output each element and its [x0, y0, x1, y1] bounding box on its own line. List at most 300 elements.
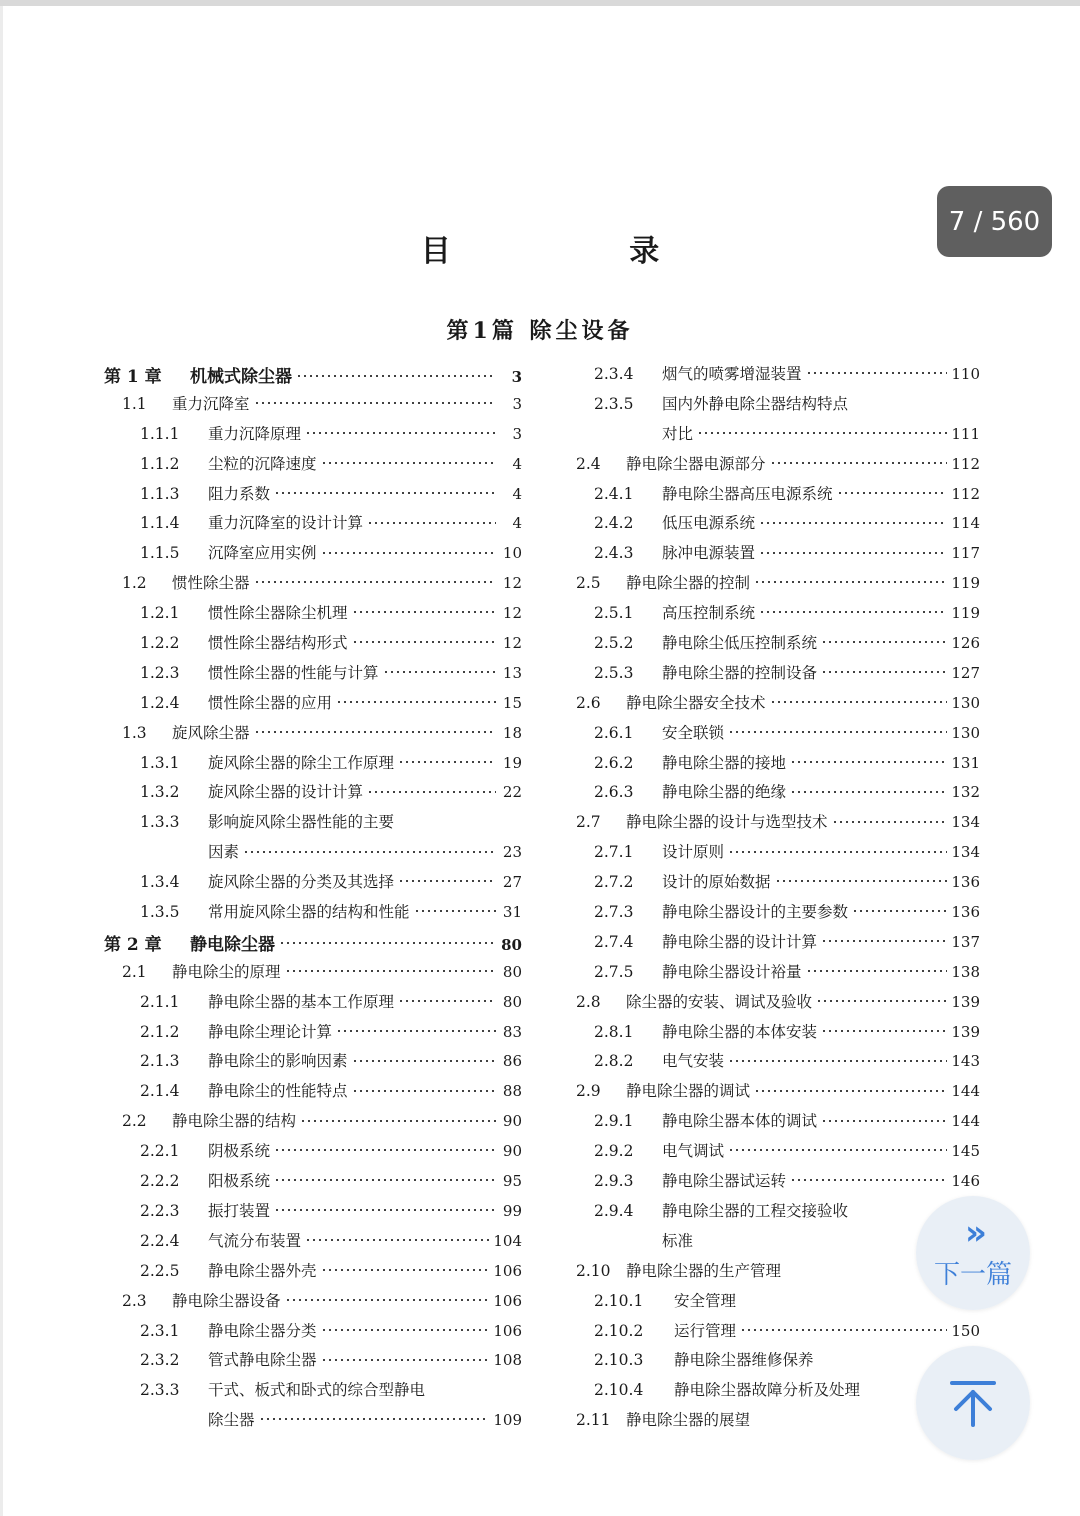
toc-entry [104, 691, 522, 721]
toc-entry-number: 2.11 [576, 1411, 611, 1430]
toc-entry-title: 静电除尘器的基本工作原理 [208, 992, 395, 1011]
toc-entry [576, 571, 980, 601]
toc-entry-page: 136 [951, 903, 980, 922]
toc-leader-dots [759, 545, 947, 561]
toc-entry-number: 2.3 [122, 1291, 147, 1310]
toc-entry-title: 静电除尘器维修保养 [674, 1351, 814, 1370]
part-title: 第1篇 除尘设备 [446, 318, 634, 344]
toc-entry [104, 840, 522, 870]
toc-entry-title: 旋风除尘器的除尘工作原理 [208, 753, 395, 772]
toc-entry-number: 2.8.2 [594, 1052, 634, 1071]
toc-entry [576, 840, 980, 870]
toc-entry-number: 2.5 [576, 574, 601, 593]
toc-entry-number: 1.3.2 [140, 783, 180, 802]
toc-entry [104, 541, 522, 571]
toc-entry-title: 运行管理 [674, 1321, 737, 1340]
toc-entry-title: 静电除尘器的绝缘 [662, 783, 787, 802]
toc-leader-dots [821, 1023, 947, 1039]
toc-leader-dots [274, 1202, 496, 1218]
toc-entry [576, 541, 980, 571]
toc-leader-dots [806, 963, 948, 979]
toc-entry [104, 870, 522, 900]
toc-leader-dots [254, 575, 496, 591]
double-chevron-right-icon: » [965, 1212, 981, 1253]
toc-entry [104, 1229, 522, 1259]
toc-entry-number: 2.9.4 [594, 1201, 634, 1220]
toc-entry-page: 80 [502, 992, 522, 1011]
toc-entry-title: 烟气的喷雾增湿装置 [662, 365, 802, 383]
toc-entry [104, 1199, 522, 1229]
toc-entry-number: 2.2 [122, 1112, 147, 1131]
toc-entry-title: 沉降室应用实例 [208, 544, 317, 563]
toc-entry-number: 1.2.4 [140, 693, 180, 712]
toc-entry [576, 691, 980, 721]
toc-leader-dots [352, 1053, 496, 1069]
toc-entry [576, 1020, 980, 1050]
toc-entry-title: 阻力系数 [208, 484, 271, 503]
toc-entry-title: 重力沉降室 [172, 394, 250, 413]
toc-entry-page: 15 [502, 693, 522, 712]
toc-entry [576, 780, 980, 810]
toc-entry [576, 1109, 980, 1139]
toc-entry-title: 安全联锁 [662, 723, 725, 742]
back-to-top-icon [948, 1378, 998, 1428]
toc-entry-title: 静电除尘器本体的调试 [662, 1112, 818, 1131]
toc-entry-title: 阴极系统 [208, 1142, 271, 1161]
toc-entry [104, 1020, 522, 1050]
toc-entry-number: 第 1 章 [104, 367, 162, 387]
toc-leader-dots [352, 635, 496, 651]
toc-leader-dots [832, 814, 948, 830]
toc-entry-number: 1.3 [122, 723, 147, 742]
toc-entry [576, 1049, 980, 1079]
toc-entry-page: 114 [951, 514, 980, 533]
toc-entry-number: 1.2 [122, 574, 147, 593]
toc-entry-page: 109 [493, 1411, 522, 1430]
toc-entry-number: 1.1 [122, 394, 147, 413]
toc-entry [576, 990, 980, 1020]
toc-entry [104, 960, 522, 990]
toc-entry-title: 重力沉降原理 [208, 424, 302, 443]
toc-entry-page: 106 [493, 1291, 522, 1310]
toc-entry [576, 751, 980, 781]
toc-entry [104, 1079, 522, 1109]
toc-leader-dots [821, 664, 947, 680]
toc-entry-page: 127 [951, 663, 980, 682]
toc-entry-title: 影响旋风除尘器性能的主要 [208, 813, 395, 832]
toc-entry [104, 1259, 522, 1289]
toc-entry [104, 601, 522, 631]
toc-entry [576, 721, 980, 751]
toc-entry-page: 83 [502, 1022, 522, 1041]
toc-entry [576, 870, 980, 900]
toc-entry-number: 1.2.1 [140, 604, 180, 623]
toc-entry [104, 362, 522, 392]
toc-leader-dots [821, 1113, 947, 1129]
toc-leader-dots [254, 395, 496, 411]
toc-entry-page: 3 [512, 394, 522, 413]
toc-leader-dots [775, 874, 948, 890]
toc-leader-dots [352, 605, 496, 621]
toc-entry-page: 112 [951, 484, 980, 503]
toc-entry-number: 2.6.3 [594, 783, 634, 802]
toc-entry-title: 旋风除尘器的分类及其选择 [208, 873, 395, 892]
toc-entry [576, 511, 980, 541]
toc-entry-number: 2.3.4 [594, 365, 634, 383]
toc-entry-page: 134 [951, 813, 980, 832]
toc-entry-page: 136 [951, 873, 980, 892]
toc-entry-title: 静电除尘器的生产管理 [626, 1261, 782, 1280]
toc-entry-number: 1.1.3 [140, 484, 180, 503]
toc-entry-number: 2.7.1 [594, 843, 634, 862]
toc-leader-dots [806, 366, 948, 382]
toc-entry-title: 机械式除尘器 [190, 367, 292, 387]
toc-leader-dots [321, 1352, 490, 1368]
toc-leader-dots [837, 485, 948, 501]
toc-entry-number: 2.10.4 [594, 1381, 644, 1400]
toc-entry-title: 静电除尘器安全技术 [626, 693, 766, 712]
toc-entry-number: 2.4 [576, 454, 601, 473]
toc-leader-dots [367, 784, 496, 800]
toc-leader-dots [367, 515, 496, 531]
toc-leader-dots [352, 1083, 496, 1099]
toc-entry-number: 2.3.2 [140, 1351, 180, 1370]
toc-leader-dots [790, 1173, 947, 1189]
toc-entry-page: 3 [511, 368, 522, 386]
toc-entry-number: 2.9 [576, 1082, 601, 1101]
toc-entry [104, 810, 522, 840]
toc-entry [104, 1319, 522, 1349]
toc-leader-dots [770, 455, 948, 471]
toc-leader-dots [383, 664, 496, 680]
toc-entry-number: 2.6.1 [594, 723, 634, 742]
toc-entry-page: 144 [951, 1112, 980, 1131]
toc-entry-title: 静电除尘器 [190, 934, 275, 955]
toc-entry-title: 静电除尘的原理 [172, 962, 281, 981]
toc-entry-title: 安全管理 [674, 1291, 737, 1310]
toc-entry [104, 930, 522, 960]
toc-entry-page: 117 [951, 544, 980, 563]
toc-entry-title: 静电除尘理论计算 [208, 1022, 333, 1041]
toc-entry-page: 131 [951, 753, 980, 772]
toc-entry-page: 23 [502, 843, 522, 862]
toc-entry-number: 2.2.3 [140, 1201, 180, 1220]
toc-entry-title: 静电除尘器高压电源系统 [662, 484, 833, 503]
toc-entry-title: 静电除尘器的展望 [626, 1411, 751, 1430]
toc-entry-title: 阳极系统 [208, 1172, 271, 1191]
toc-entry-number: 1.3.5 [140, 903, 180, 922]
toc-entry-title: 脉冲电源装置 [662, 544, 756, 563]
toc-entry-title: 静电除尘的性能特点 [208, 1082, 348, 1101]
toc-entry-title: 静电除尘器的控制 [626, 574, 751, 593]
toc-leader-dots [770, 694, 948, 710]
toc-entry-title: 电气调试 [662, 1142, 725, 1161]
toc-entry-title: 除尘器 [208, 1411, 255, 1430]
toc-entry [104, 392, 522, 422]
toc-entry-number: 2.6.2 [594, 753, 634, 772]
toc-entry-number: 1.1.4 [140, 514, 180, 533]
toc-leader-dots [759, 605, 947, 621]
toc-entry-title: 管式静电除尘器 [208, 1351, 317, 1370]
toc-entry-title: 静电除尘器的控制设备 [662, 663, 818, 682]
toc-entry-number: 2.3.5 [594, 394, 634, 413]
back-to-top-button[interactable] [916, 1346, 1030, 1460]
toc-entry-page: 12 [502, 634, 522, 653]
toc-entry [104, 452, 522, 482]
toc-leader-dots [274, 1173, 496, 1189]
toc-entry [576, 452, 980, 482]
toc-entry [104, 1169, 522, 1199]
toc-entry-number: 1.3.1 [140, 753, 180, 772]
toc-entry-number: 1.1.2 [140, 454, 180, 473]
toc-entry-number: 2.7.2 [594, 873, 634, 892]
toc-entry-number: 2.1.1 [140, 992, 180, 1011]
toc-entry-page: 132 [951, 783, 980, 802]
toc-entry [104, 1348, 522, 1378]
toc-leader-dots [740, 1322, 947, 1338]
toc-entry [576, 1199, 980, 1229]
toc-entry [104, 482, 522, 512]
toc-leader-dots [697, 425, 947, 441]
toc-entry-title: 因素 [208, 843, 240, 862]
toc-entry-title: 惯性除尘器除尘机理 [208, 604, 348, 623]
toc-entry-number: 1.3.4 [140, 873, 180, 892]
toc-entry [576, 810, 980, 840]
toc-entry-title: 低压电源系统 [662, 514, 756, 533]
toc-entry-number: 2.8 [576, 992, 601, 1011]
toc-entry [104, 1408, 522, 1438]
toc-entry [576, 1348, 980, 1378]
toc-entry-number: 1.2.3 [140, 663, 180, 682]
toc-entry-number: 2.2.5 [140, 1261, 180, 1280]
toc-leader-dots [285, 963, 496, 979]
toc-leader-dots [728, 1143, 947, 1159]
toc-left-column [104, 362, 522, 1438]
toc-entry [104, 511, 522, 541]
toc-entry-page: 27 [502, 873, 522, 892]
toc-entry-number: 2.8.1 [594, 1022, 634, 1041]
viewer-top-bar [0, 0, 1080, 6]
toc-entry-number: 1.1.1 [140, 424, 180, 443]
toc-entry [576, 482, 980, 512]
toc-entry-number: 2.1.2 [140, 1022, 180, 1041]
toc-leader-dots [728, 1053, 947, 1069]
toc-entry-number: 2.3.1 [140, 1321, 180, 1340]
toc-entry [576, 601, 980, 631]
toc-entry [104, 751, 522, 781]
toc-entry [104, 422, 522, 452]
toc-entry-number: 2.5.1 [594, 604, 634, 623]
toc-entry-title: 尘粒的沉降速度 [208, 454, 317, 473]
toc-leader-dots [754, 575, 947, 591]
toc-leader-dots [321, 1322, 490, 1338]
toc-leader-dots [821, 635, 947, 651]
toc-entry-page: 4 [512, 514, 522, 533]
toc-entry-number: 2.10 [576, 1261, 611, 1280]
toc-leader-dots [398, 874, 496, 890]
toc-entry [104, 1139, 522, 1169]
toc-entry-page: 134 [951, 843, 980, 862]
toc-entry-title: 静电除尘器的设计计算 [662, 932, 818, 951]
toc-entry-title: 静电除尘器的工程交接验收 [662, 1201, 849, 1220]
toc-leader-dots [296, 367, 496, 384]
toc-entry-page: 12 [502, 604, 522, 623]
toc-entry-title: 常用旋风除尘器的结构和性能 [208, 903, 410, 922]
toc-entry-page: 4 [512, 484, 522, 503]
toc-entry-page: 137 [951, 932, 980, 951]
toc-entry-number: 2.7.5 [594, 962, 634, 981]
toc-entry-title: 干式、板式和卧式的综合型静电 [208, 1381, 426, 1400]
toc-entry-number: 2.5.2 [594, 634, 634, 653]
toc-entry-title: 设计的原始数据 [662, 873, 771, 892]
toc-leader-dots [816, 993, 947, 1009]
toc-leader-dots [759, 515, 947, 531]
toc-entry-number: 1.1.5 [140, 544, 180, 563]
toc-leader-dots [336, 694, 496, 710]
toc-entry [576, 1319, 980, 1349]
toc-entry [104, 571, 522, 601]
toc-entry-number: 1.3.3 [140, 813, 180, 832]
toc-entry-number: 2.4.2 [594, 514, 634, 533]
toc-leader-dots [305, 425, 496, 441]
toc-entry-page: 119 [951, 574, 980, 593]
toc-entry-title: 静电除尘器设计裕量 [662, 962, 802, 981]
toc-entry-number: 1.2.2 [140, 634, 180, 653]
toc-entry-number: 2.1.4 [140, 1082, 180, 1101]
toc-entry-number: 2.10.3 [594, 1351, 644, 1370]
page-title: 目 录 [420, 234, 744, 269]
toc-entry [104, 780, 522, 810]
toc-entry-number: 2.9.1 [594, 1112, 634, 1131]
toc-entry-page: 144 [951, 1082, 980, 1101]
toc-entry-page: 95 [502, 1172, 522, 1191]
toc-entry-title: 静电除尘器的接地 [662, 753, 787, 772]
toc-entry-page: 111 [951, 424, 980, 443]
toc-leader-dots [300, 1113, 496, 1129]
toc-entry [576, 362, 980, 392]
toc-entry-page: 99 [502, 1201, 522, 1220]
toc-entry-page: 150 [951, 1321, 980, 1340]
toc-entry [576, 631, 980, 661]
toc-entry [104, 1378, 522, 1408]
toc-entry-title: 静电除尘低压控制系统 [662, 634, 818, 653]
toc-entry-title: 静电除尘器的本体安装 [662, 1022, 818, 1041]
toc-entry-page: 110 [951, 365, 980, 383]
toc-entry-page: 90 [502, 1112, 522, 1131]
toc-entry-title: 惯性除尘器的应用 [208, 693, 333, 712]
toc-leader-dots [321, 1262, 490, 1278]
toc-entry-title: 高压控制系统 [662, 604, 756, 623]
toc-entry [104, 1109, 522, 1139]
toc-entry-number: 2.2.1 [140, 1142, 180, 1161]
toc-leader-dots [790, 754, 947, 770]
toc-entry-page: 106 [493, 1321, 522, 1340]
toc-entry-number: 2.10.2 [594, 1321, 644, 1340]
toc-entry-number: 2.10.1 [594, 1291, 644, 1310]
toc-leader-dots [398, 754, 496, 770]
toc-entry-page: 80 [502, 962, 522, 981]
toc-entry-number: 2.7 [576, 813, 601, 832]
toc-entry-page: 86 [502, 1052, 522, 1071]
toc-entry-page: 90 [502, 1142, 522, 1161]
toc-entry [576, 661, 980, 691]
toc-entry-page: 143 [951, 1052, 980, 1071]
toc-entry-page: 130 [951, 693, 980, 712]
toc-entry [576, 1079, 980, 1109]
toc-entry-number: 2.5.3 [594, 663, 634, 682]
toc-entry-title: 电气安装 [662, 1052, 725, 1071]
toc-entry-title: 静电除尘器故障分析及处理 [674, 1381, 861, 1400]
toc-entry-title: 振打装置 [208, 1201, 271, 1220]
toc-entry [576, 1169, 980, 1199]
toc-leader-dots [274, 485, 496, 501]
toc-entry [104, 1289, 522, 1319]
toc-entry [104, 1049, 522, 1079]
toc-leader-dots [728, 844, 947, 860]
page-indicator: 7 / 560 [937, 186, 1052, 257]
toc-entry-number: 2.2.2 [140, 1172, 180, 1191]
toc-entry-number: 2.9.2 [594, 1142, 634, 1161]
toc-entry-number: 2.4.1 [594, 484, 634, 503]
toc-leader-dots [243, 844, 496, 860]
toc-leader-dots [254, 724, 496, 740]
next-article-button[interactable] [916, 1196, 1030, 1310]
toc-leader-dots [279, 935, 496, 952]
toc-entry-page: 80 [501, 935, 522, 954]
toc-entry-title: 惯性除尘器 [172, 574, 250, 593]
toc-entry-title: 标准 [662, 1231, 694, 1250]
toc-entry-title: 重力沉降室的设计计算 [208, 514, 364, 533]
toc-entry-title: 对比 [662, 424, 694, 443]
toc-entry-page: 139 [951, 1022, 980, 1041]
toc-entry-number: 2.4.3 [594, 544, 634, 563]
toc-entry-page: 119 [951, 604, 980, 623]
toc-entry-title: 静电除尘器的设计与选型技术 [626, 813, 828, 832]
toc-entry [576, 900, 980, 930]
toc-leader-dots [285, 1292, 490, 1308]
toc-entry-number: 2.1 [122, 962, 147, 981]
toc-leader-dots [821, 933, 947, 949]
toc-entry-page: 31 [502, 903, 522, 922]
toc-entry-number: 2.3.3 [140, 1381, 180, 1400]
toc-entry-title: 气流分布装置 [208, 1231, 302, 1250]
toc-entry-title: 静电除尘器分类 [208, 1321, 317, 1340]
toc-leader-dots [728, 724, 947, 740]
toc-leader-dots [852, 904, 947, 920]
toc-leader-dots [321, 455, 496, 471]
toc-entry-page: 139 [951, 992, 980, 1011]
toc-entry-page: 104 [493, 1231, 522, 1250]
toc-entry [576, 930, 980, 960]
toc-leader-dots [274, 1143, 496, 1159]
toc-entry [576, 960, 980, 990]
toc-entry [104, 900, 522, 930]
toc-entry-page: 22 [502, 783, 522, 802]
toc-entry-number: 2.9.3 [594, 1172, 634, 1191]
toc-entry-page: 108 [493, 1351, 522, 1370]
toc-entry-title: 设计原则 [662, 843, 725, 862]
toc-entry-page: 146 [951, 1172, 980, 1191]
toc-leader-dots [414, 904, 496, 920]
toc-leader-dots [321, 545, 496, 561]
toc-entry-title: 静电除尘器的调试 [626, 1082, 751, 1101]
toc-entry-page: 126 [951, 634, 980, 653]
toc-entry-title: 旋风除尘器的设计计算 [208, 783, 364, 802]
toc-entry-title: 静电除尘器设计的主要参数 [662, 903, 849, 922]
toc-entry-number: 2.2.4 [140, 1231, 180, 1250]
toc-entry-page: 4 [512, 454, 522, 473]
toc-leader-dots [754, 1083, 947, 1099]
